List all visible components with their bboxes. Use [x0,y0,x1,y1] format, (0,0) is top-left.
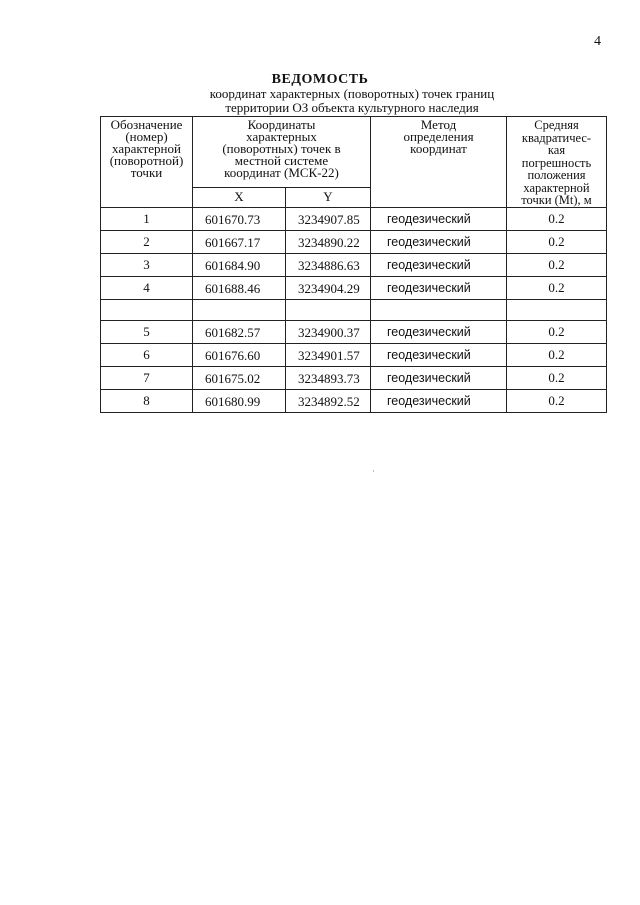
header-mean-error [507,117,607,208]
y-coordinate: 3234892.52 [286,389,371,412]
method: геодезический [371,343,507,366]
method: геодезический [371,207,507,230]
header-point-designation [101,117,193,208]
header-line: кая [547,143,566,157]
header-line: характерной [523,180,590,195]
header-line: точки (Mt), м [521,193,592,207]
table-row [101,343,607,366]
point-number: 3 [101,253,193,276]
x-coordinate: 601688.46 [193,276,286,299]
empty-cell [371,299,507,320]
table-row [101,276,607,299]
header-line: (поворотных) точек в [222,141,341,156]
header-method [371,117,507,208]
mean-error: 0.2 [507,253,607,276]
header-line: местной системе [234,153,329,168]
point-number: 7 [101,366,193,389]
empty-cell [286,299,371,320]
header-line: (номер) [125,129,168,144]
header-line: характерных [246,129,317,144]
header-line: точки [130,165,163,180]
header-line: характерной [112,141,181,156]
mean-error: 0.2 [507,320,607,343]
mean-error: 0.2 [507,389,607,412]
y-coordinate: 3234900.37 [286,320,371,343]
table-row [101,253,607,276]
header-line: Обозначение [110,117,183,132]
document-subtitle-line-2: территории ОЗ объекта культурного наследия [225,100,479,115]
mean-error: 0.2 [507,276,607,299]
mean-error: 0.2 [507,207,607,230]
header-y: Y [286,187,371,207]
header-coordinates [193,117,371,188]
header-line: определения [403,129,474,144]
header-line: Средняя [534,118,579,132]
y-coordinate: 3234890.22 [286,230,371,253]
method: геодезический [371,366,507,389]
method: геодезический [371,276,507,299]
empty-cell [101,299,193,320]
header-line: координат [410,141,467,156]
point-number: 6 [101,343,193,366]
mean-error: 0.2 [507,230,607,253]
header-line: (поворотной) [109,153,184,168]
method: геодезический [371,320,507,343]
header-line: Координаты [247,117,316,132]
point-number: 1 [101,207,193,230]
empty-cell [193,299,286,320]
point-number: 2 [101,230,193,253]
document-subtitle-line-1: координат характерных (поворотных) точек границ [209,86,495,101]
y-coordinate: 3234893.73 [286,366,371,389]
x-coordinate: 601682.57 [193,320,286,343]
header-line: положения [527,168,586,182]
table-body [101,207,607,412]
document-title: ВЕДОМОСТЬ [271,72,369,87]
table-header [101,117,607,208]
x-coordinate: 601684.90 [193,253,286,276]
header-line: координат (МСК-22) [224,165,339,180]
x-coordinate: 601676.60 [193,343,286,366]
mean-error: 0.2 [507,366,607,389]
page-number: 4 [594,34,601,49]
x-coordinate: 601667.17 [193,230,286,253]
point-number: 8 [101,389,193,412]
y-coordinate: 3234901.57 [286,343,371,366]
header-line: Метод [420,117,457,132]
point-number: 4 [101,276,193,299]
y-coordinate: 3234886.63 [286,253,371,276]
method: геодезический [371,253,507,276]
scan-artifact [373,470,374,472]
table-row [101,230,607,253]
table-row [101,207,607,230]
x-coordinate: 601670.73 [193,207,286,230]
point-number: 5 [101,320,193,343]
header-line: погрешность [521,155,592,170]
empty-cell [507,299,607,320]
table-row [101,320,607,343]
table-row [101,389,607,412]
y-coordinate: 3234904.29 [286,276,371,299]
y-coordinate: 3234907.85 [286,207,371,230]
header-row-main [101,117,607,188]
method: геодезический [371,230,507,253]
x-coordinate: 601680.99 [193,389,286,412]
method: геодезический [371,389,507,412]
coordinates-table [100,116,607,413]
header-line: квадратичес- [521,130,592,145]
table-row-empty [101,299,607,320]
table-row [101,366,607,389]
mean-error: 0.2 [507,343,607,366]
header-x: X [193,187,286,207]
x-coordinate: 601675.02 [193,366,286,389]
